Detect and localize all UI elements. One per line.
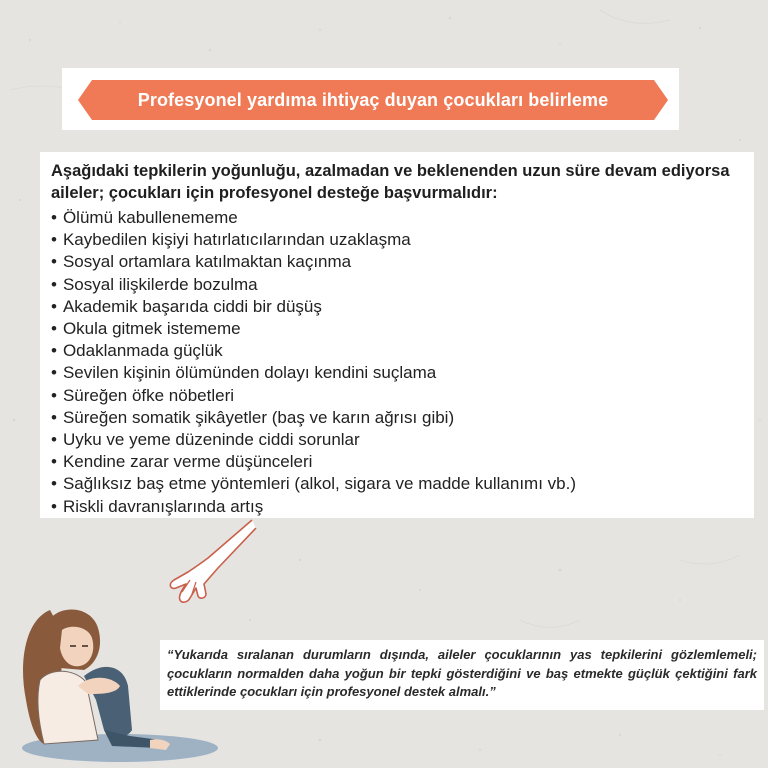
- list-item: • Sosyal ilişkilerde bozulma: [51, 274, 751, 296]
- list-item: • Odaklanmada güçlük: [51, 340, 751, 362]
- list-item: • Kendine zarar verme düşünceleri: [51, 451, 751, 473]
- list-item: • Okula gitmek istememe: [51, 318, 751, 340]
- list-item: • Sağlıksız baş etme yöntemleri (alkol, sigara ve madde kullanımı vb.): [51, 473, 751, 495]
- list-item: • Riskli davranışlarında artış: [51, 496, 751, 518]
- list-item: • Sevilen kişinin ölümünden dolayı kendini suçlama: [51, 362, 751, 384]
- warning-signs-list: [51, 207, 751, 518]
- list-item: • Akademik başarıda ciddi bir düşüş: [51, 296, 751, 318]
- list-item: • Sosyal ortamlara katılmaktan kaçınma: [51, 251, 751, 273]
- list-item: • Süreğen öfke nöbetleri: [51, 385, 751, 407]
- list-item: • Süreğen somatik şikâyetler (baş ve karın ağrısı gibi): [51, 407, 751, 429]
- list-item: • Ölümü kabullenememe: [51, 207, 751, 229]
- list-item: • Uyku ve yeme düzeninde ciddi sorunlar: [51, 429, 751, 451]
- quote-text: “Yukarıda sıralanan durumların dışında, aileler çocuklarının yas tepkilerini gözlemlemeli; çocukların normalden daha yoğun bir tepki gösterdiğini ve baş etmekte güçlük çektiğini fark ettiklerinde çocukları için profesyonel destek almalı.”: [167, 647, 757, 699]
- banner-title: Profesyonel yardıma ihtiyaç duyan çocukları belirleme: [137, 90, 609, 110]
- intro-text: Aşağıdaki tepkilerin yoğunluğu, azalmadan ve beklenenden uzun süre devam ediyorsa aileler; çocukları için profesyonel desteğe başvurmalıdır:: [51, 162, 730, 202]
- section-banner: [78, 80, 668, 120]
- list-item: • Kaybedilen kişiyi hatırlatıcılarından uzaklaşma: [51, 229, 751, 251]
